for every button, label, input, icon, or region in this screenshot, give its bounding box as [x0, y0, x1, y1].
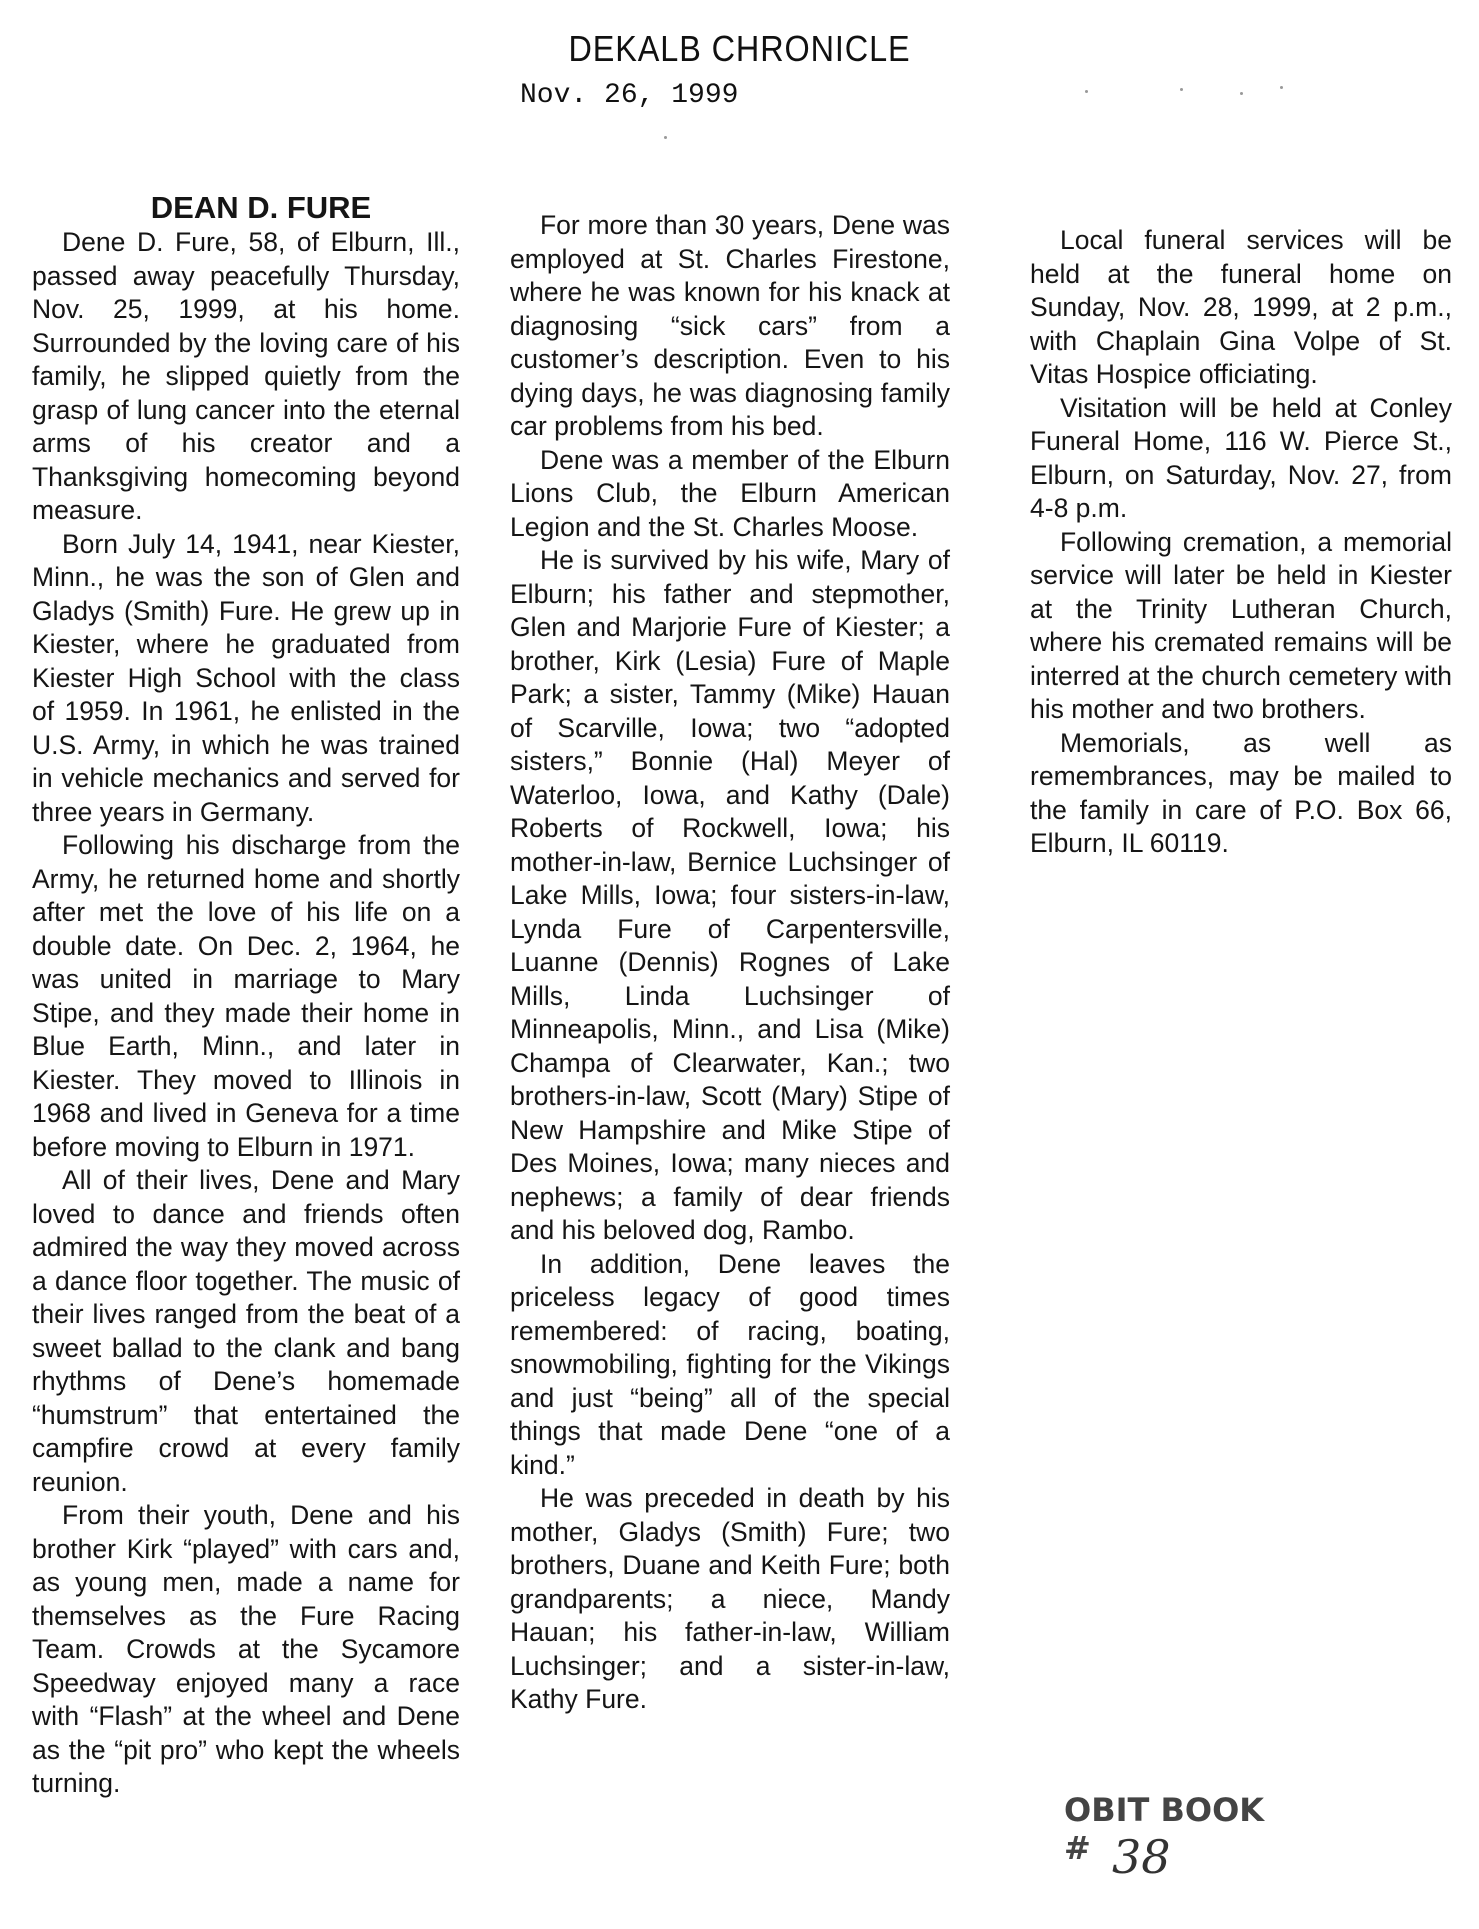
- paragraph: He is survived by his wife, Mary of Elburn; his father and stepmother, Glen and Marjorie Fure of Kiester; a brother, Kirk (Lesia) Fure of Maple Park; a sister, Tammy (Mike) Hauan of Scarville, Iowa; two “adopted sisters,” Bonnie (Hal) Meyer of Waterloo, Iowa, and Kathy (Dale) Roberts of Rockwell, Iowa; his mother-in-law, Bernice Luchsinger of Lake Mills, Iowa; four sisters-in-law, Lynda Fure of Carpentersville, Luanne (Dennis) Rognes of Lake Mills, Linda Luchsinger of Minneapolis, Minn., and Lisa (Mike) Champa of Clearwater, Kan.; two brothers-in-law, Scott (Mary) Stipe of New Hampshire and Mike Stipe of Des Moines, Iowa; many nieces and nephews; a family of dear friends and his beloved dog, Rambo.: [510, 545, 950, 1245]
- scan-speck: [1240, 92, 1243, 95]
- obit-book-number: 38: [1112, 1830, 1171, 1884]
- scan-speck: [1180, 88, 1183, 91]
- paragraph: He was preceded in death by his mother, Gladys (Smith) Fure; two brothers, Duane and Keith Fure; both grandparents; a niece, Mandy Hauan; his father-in-law, William Luchsinger; and a sister-in-law, Kathy Fure.: [510, 1483, 950, 1714]
- scan-speck: [1280, 86, 1283, 89]
- paragraph: Visitation will be held at Conley Funeral Home, 116 W. Pierce St., Elburn, on Saturday, Nov. 27, from 4-8 p.m.: [1030, 392, 1452, 523]
- paragraph: Following his discharge from the Army, he returned home and shortly after met the love of his life on a double date. On Dec. 2, 1964, he was united in marriage to Mary Stipe, and they made their home in Blue Earth, Minn., and later in Kiester. They moved to Illinois in 1968 and lived in Geneva for a time before moving to Elburn in 1971.: [32, 830, 460, 1162]
- paragraph: Local funeral services will be held at the funeral home on Sunday, Nov. 28, 1999, at 2 p.m., with Chaplain Gina Volpe of St. Vitas Hospice officiating.: [1030, 225, 1452, 389]
- scan-speck: [1085, 90, 1088, 93]
- obituary-column-1: [32, 190, 460, 1801]
- paragraph: From their youth, Dene and his brother Kirk “played” with cars and, as young men, made a name for themselves as the Fure Racing Team. Crowds at the Sycamore Speedway enjoyed many a race with “Flash” at the wheel and Dene as the “pit pro” who kept the wheels turning.: [32, 1500, 460, 1798]
- paragraph: Memorials, as well as remembrances, may be mailed to the family in care of P.O. Box 66, Elburn, IL 60119.: [1030, 727, 1452, 858]
- scan-speck: [664, 136, 667, 139]
- paragraph: For more than 30 years, Dene was employed at St. Charles Firestone, where he was known for his knack at diagnosing “sick cars” from a customer’s description. Even to his dying days, he was diagnosing family car problems from his bed.: [510, 210, 950, 441]
- obituary-headline: DEAN D. FURE: [150, 190, 372, 225]
- paragraph: Dene D. Fure, 58, of Elburn, Ill., passed away peacefully Thursday, Nov. 25, 1999, at his home. Surrounded by the loving care of his family, he slipped quietly from the grasp of lung cancer into the eternal arms of his creator and a Thanksgiving homecoming beyond measure.: [32, 227, 460, 525]
- paragraph: Dene was a member of the Elburn Lions Club, the Elburn American Legion and the St. Charles Moose.: [510, 444, 950, 542]
- obituary-column-3: [1030, 224, 1452, 861]
- obituary-column-2: [510, 209, 950, 1717]
- publication-date: Nov. 26, 1999: [520, 80, 739, 111]
- paragraph: All of their lives, Dene and Mary loved to dance and friends often admired the way they moved across a dance floor together. The music of their lives ranged from the beat of a sweet ballad to the clank and bang rhythms of Dene’s homemade “humstrum” that entertained the campfire crowd at every family reunion.: [32, 1165, 460, 1497]
- paragraph: Following cremation, a memorial service will later be held in Kiester at the Trinity Lutheran Church, where his cremated remains will be interred at the church cemetery with his mother and two brothers.: [1030, 526, 1452, 724]
- paragraph: Born July 14, 1941, near Kiester, Minn., he was the son of Glen and Gladys (Smith) Fure. He grew up in Kiester, where he graduated from Kiester High School with the class of 1959. In 1961, he enlisted in the U.S. Army, in which he was trained in vehicle mechanics and served for three years in Germany.: [32, 528, 460, 827]
- paragraph: In addition, Dene leaves the priceless legacy of good times remembered: of racing, boating, snowmobiling, fighting for the Vikings and just “being” all of the special things that made Dene “one of a kind.”: [510, 1248, 950, 1480]
- obit-book-label: OBIT BOOK #: [1064, 1791, 1265, 1867]
- publication-name: DEKALB CHRONICLE: [568, 28, 911, 69]
